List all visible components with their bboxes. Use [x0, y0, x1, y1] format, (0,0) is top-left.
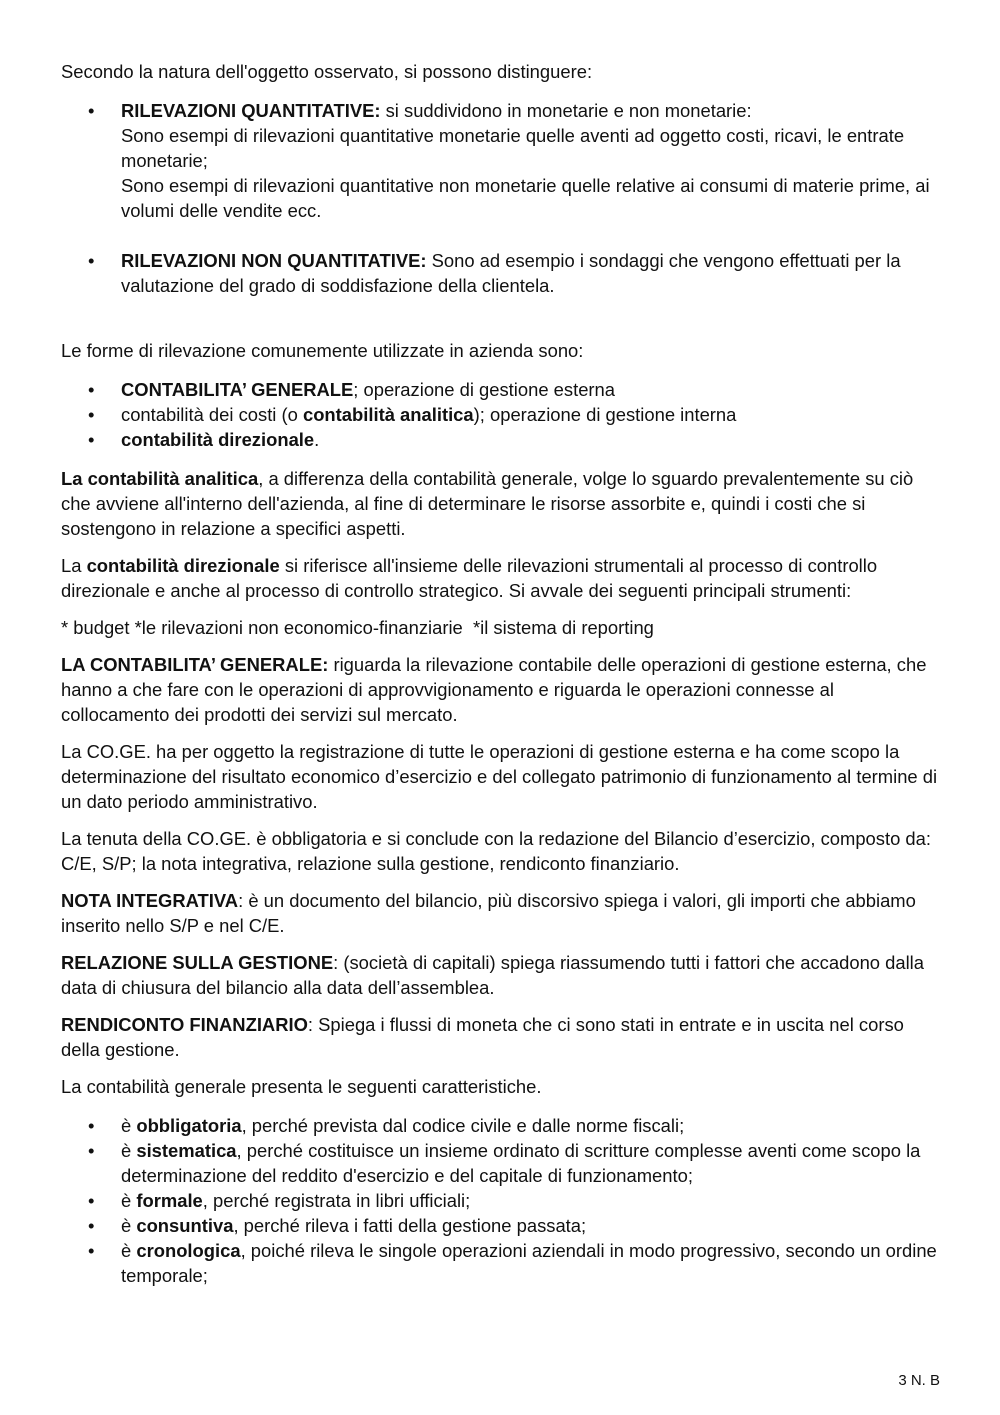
forme-intro: Le forme di rilevazione comunemente utilizzate in azienda sono:	[61, 340, 584, 361]
paragraph-relazione-gestione: RELAZIONE SULLA GESTIONE: (società di capitali) spiega riassumendo tutti i fattori che accadono dalla data di chiusura del bilancio alla data dell’assemblea.	[61, 952, 924, 998]
list-item-cronologica: • è cronologica, poiché rileva le singole operazioni aziendali in modo progressivo, secondo un ordine temporale;	[61, 1238, 943, 1288]
list-item-formale: • è formale, perché registrata in libri ufficiali;	[61, 1188, 943, 1213]
list-item-contabilita-generale: • CONTABILITA’ GENERALE; operazione di gestione esterna	[61, 377, 943, 402]
list-item-sistematica: • è sistematica, perché costituisce un insieme ordinato di scritture complesse aventi come scopo la determinazione del reddito d'esercizio e del capitale di funzionamento;	[61, 1138, 943, 1188]
paragraph-rendiconto-finanziario: RENDICONTO FINANZIARIO: Spiega i flussi di moneta che ci sono stati in entrate e in uscita nel corso della gestione.	[61, 1014, 904, 1060]
list-item-non-quantitative: • RILEVAZIONI NON QUANTITATIVE: Sono ad esempio i sondaggi che vengono effettuati per la valutazione del grado di soddisfazione della clientela.	[61, 248, 943, 298]
list-item-contabilita-costi: • contabilità dei costi (o contabilità analitica); operazione di gestione interna	[61, 402, 943, 427]
term-quantitative: RILEVAZIONI QUANTITATIVE:	[121, 100, 381, 121]
intro-paragraph: Secondo la natura dell'oggetto osservato, si possono distinguere:	[61, 61, 593, 82]
list-item-obbligatoria: • è obbligatoria, perché prevista dal codice civile e dalle norme fiscali;	[61, 1113, 943, 1138]
rilevazioni-list	[61, 98, 943, 298]
paragraph-strumenti: * budget *le rilevazioni non economico-finanziarie *il sistema di reporting	[61, 617, 654, 638]
term-non-quantitative: RILEVAZIONI NON QUANTITATIVE:	[121, 250, 427, 271]
paragraph-analitica: La contabilità analitica, a differenza della contabilità generale, volge lo sguardo prevalentemente su ciò che avviene all'interno dell'azienda, al fine di determinare le risorse assorbite e, quindi i costi che si sostengono in relazione a specifici aspetti.	[61, 468, 914, 539]
paragraph-coge-tenuta: La tenuta della CO.GE. è obbligatoria e si conclude con la redazione del Bilancio d’esercizio, composto da: C/E, S/P; la nota integrativa, relazione sulla gestione, rendiconto finanziario.	[61, 828, 931, 874]
list-item-quantitative: • RILEVAZIONI QUANTITATIVE: si suddividono in monetarie e non monetarie: Sono esempi di rilevazioni quantitative monetarie quelle aventi ad oggetto costi, ricavi, le entrate monetarie; Sono esempi di rilevazioni quantitative non monetarie quelle relative ai consumi di materie prime, ai volumi delle vendite ecc.	[61, 98, 943, 223]
document-page	[61, 59, 943, 1288]
paragraph-coge-oggetto: La CO.GE. ha per oggetto la registrazione di tutte le operazioni di gestione esterna e ha come scopo la determinazione del risultato economico d’esercizio e del collegato patrimonio di funzionamento al termine di un dato periodo amministrativo.	[61, 741, 938, 812]
paragraph-contabilita-generale: LA CONTABILITA’ GENERALE: riguarda la rilevazione contabile delle operazioni di gestione esterna, che hanno a che fare con le operazioni di approvvigionamento e riguarda le operazioni connesse al collocamento dei prodotti dei servizi sul mercato.	[61, 654, 927, 725]
forme-list	[61, 377, 943, 452]
list-item-contabilita-direzionale: • contabilità direzionale.	[61, 427, 943, 452]
caratteristiche-intro: La contabilità generale presenta le seguenti caratteristiche.	[61, 1076, 542, 1097]
paragraph-nota-integrativa: NOTA INTEGRATIVA: è un documento del bilancio, più discorsivo spiega i valori, gli importi che abbiamo inserito nello S/P e nel C/E.	[61, 890, 916, 936]
list-item-consuntiva: • è consuntiva, perché rileva i fatti della gestione passata;	[61, 1213, 943, 1238]
paragraph-direzionale: La contabilità direzionale si riferisce all'insieme delle rilevazioni strumentali al processo di controllo direzionale e anche al processo di controllo strategico. Si avvale dei seguenti principali strumenti:	[61, 555, 878, 601]
caratteristiche-list	[61, 1113, 943, 1288]
page-footer: 3 N. B	[898, 1372, 940, 1389]
